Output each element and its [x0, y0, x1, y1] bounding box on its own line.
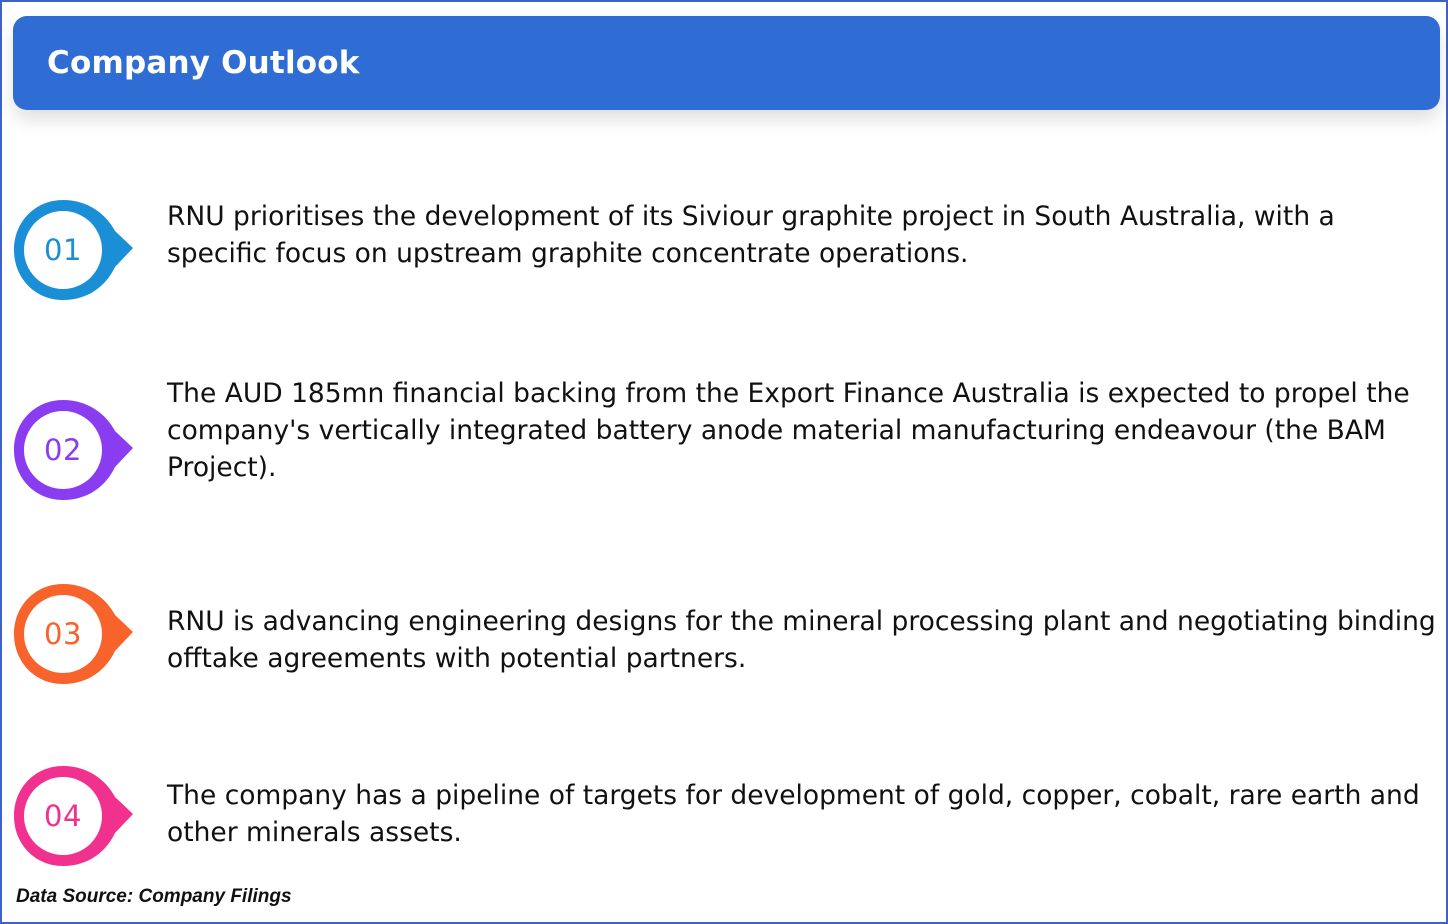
item-text: The AUD 185mn financial backing from the Export Finance Australia is expected to propel the company's vertically integrated battery anode material manufacturing endeavour (the BAM Project). — [167, 378, 1410, 483]
item-number: 03 — [44, 617, 82, 651]
item-number: 04 — [44, 799, 82, 833]
list-item — [12, 764, 1442, 868]
item-text: The company has a pipeline of targets for development of gold, copper, cobalt, rare earth and other minerals assets. — [167, 780, 1420, 848]
item-number: 01 — [44, 233, 82, 267]
item-text: RNU prioritises the development of its Siviour graphite project in South Australia, with a specific focus on upstream graphite concentrate operations. — [167, 201, 1335, 269]
number-marker — [12, 764, 136, 868]
data-source-note: Data Source: Company Filings — [16, 886, 292, 907]
list-item — [12, 198, 1442, 302]
number-marker — [12, 198, 136, 302]
list-item — [12, 582, 1442, 686]
item-text: RNU is advancing engineering designs for the mineral processing plant and negotiating binding offtake agreements with potential partners. — [167, 606, 1436, 674]
number-marker — [12, 398, 136, 502]
list-item — [12, 378, 1442, 502]
header-bar — [13, 16, 1440, 110]
number-marker — [12, 582, 136, 686]
page-title: Company Outlook — [47, 45, 360, 81]
item-number: 02 — [44, 433, 82, 467]
